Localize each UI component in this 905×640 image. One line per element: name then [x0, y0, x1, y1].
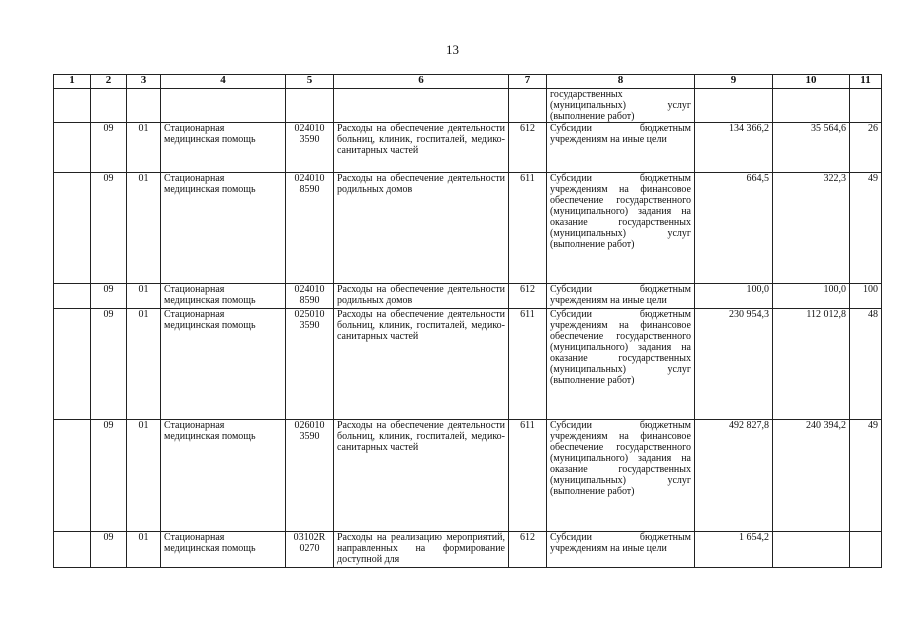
cell-col1 — [54, 89, 91, 123]
cell-expense-type: 611 — [509, 309, 547, 420]
cell-section: 09 — [91, 309, 127, 420]
cell-plan — [695, 89, 773, 123]
table-row — [54, 89, 882, 123]
cell-name: Стационарная медицинская помощь — [161, 284, 286, 309]
cell-target-name: Расходы на обеспечение деятельности родильных домов — [334, 173, 509, 284]
cell-col1 — [54, 420, 91, 532]
table-row — [54, 284, 882, 309]
column-header: 1 — [54, 75, 91, 89]
cell-target-name: Расходы на реализацию мероприятий, направленных на формирование доступной для — [334, 532, 509, 568]
cell-target-code: 026010 3590 — [286, 420, 334, 532]
cell-name: Стационарная медицинская помощь — [161, 123, 286, 173]
table-row — [54, 532, 882, 568]
cell-plan: 492 827,8 — [695, 420, 773, 532]
cell-expense-type: 612 — [509, 532, 547, 568]
cell-actual: 240 394,2 — [773, 420, 850, 532]
column-header: 7 — [509, 75, 547, 89]
cell-target-code: 024010 8590 — [286, 284, 334, 309]
cell-name: Стационарная медицинская помощь — [161, 309, 286, 420]
cell-col1 — [54, 532, 91, 568]
cell-target-name — [334, 89, 509, 123]
cell-col1 — [54, 284, 91, 309]
page-number: 13 — [446, 42, 459, 57]
cell-expense-type: 612 — [509, 123, 547, 173]
column-header: 6 — [334, 75, 509, 89]
column-header: 2 — [91, 75, 127, 89]
column-header: 8 — [547, 75, 695, 89]
cell-percent: 26 — [850, 123, 882, 173]
cell-subsection: 01 — [127, 173, 161, 284]
cell-target-name: Расходы на обеспечение деятельности больниц, клиник, госпиталей, медико-санитарных частей — [334, 420, 509, 532]
column-header: 10 — [773, 75, 850, 89]
cell-plan: 230 954,3 — [695, 309, 773, 420]
cell-plan: 100,0 — [695, 284, 773, 309]
cell-expense-name: государственных (муниципальных) услуг (выполнение работ) — [547, 89, 695, 123]
cell-percent: 48 — [850, 309, 882, 420]
cell-percent — [850, 532, 882, 568]
cell-subsection: 01 — [127, 284, 161, 309]
cell-actual: 35 564,6 — [773, 123, 850, 173]
cell-subsection: 01 — [127, 309, 161, 420]
column-header: 5 — [286, 75, 334, 89]
budget-table — [53, 74, 882, 568]
cell-expense-type — [509, 89, 547, 123]
cell-percent: 49 — [850, 173, 882, 284]
cell-expense-name: Субсидии бюджетным учреждениям на иные цели — [547, 284, 695, 309]
cell-subsection: 01 — [127, 420, 161, 532]
cell-expense-type: 612 — [509, 284, 547, 309]
cell-expense-type: 611 — [509, 420, 547, 532]
cell-percent — [850, 89, 882, 123]
cell-section: 09 — [91, 532, 127, 568]
cell-subsection — [127, 89, 161, 123]
cell-col1 — [54, 123, 91, 173]
cell-name — [161, 89, 286, 123]
cell-expense-name: Субсидии бюджетным учреждениям на финансовое обеспечение государственного (муниципального) задания на оказание государственных (муниципальных) услуг (выполнение работ) — [547, 173, 695, 284]
cell-expense-type: 611 — [509, 173, 547, 284]
cell-section: 09 — [91, 123, 127, 173]
cell-plan: 134 366,2 — [695, 123, 773, 173]
column-header: 11 — [850, 75, 882, 89]
cell-expense-name: Субсидии бюджетным учреждениям на финансовое обеспечение государственного (муниципального) задания на оказание государственных (муниципальных) услуг (выполнение работ) — [547, 420, 695, 532]
cell-name: Стационарная медицинская помощь — [161, 173, 286, 284]
table-row — [54, 309, 882, 420]
cell-section: 09 — [91, 420, 127, 532]
cell-section: 09 — [91, 173, 127, 284]
cell-target-name: Расходы на обеспечение деятельности больниц, клиник, госпиталей, медико-санитарных частей — [334, 123, 509, 173]
cell-section: 09 — [91, 284, 127, 309]
cell-target-code: 024010 3590 — [286, 123, 334, 173]
cell-plan: 664,5 — [695, 173, 773, 284]
cell-percent: 49 — [850, 420, 882, 532]
cell-col1 — [54, 309, 91, 420]
cell-actual: 100,0 — [773, 284, 850, 309]
cell-actual: 322,3 — [773, 173, 850, 284]
cell-plan: 1 654,2 — [695, 532, 773, 568]
cell-col1 — [54, 173, 91, 284]
cell-expense-name: Субсидии бюджетным учреждениям на иные цели — [547, 123, 695, 173]
cell-name: Стационарная медицинская помощь — [161, 532, 286, 568]
table-row — [54, 123, 882, 173]
column-header: 3 — [127, 75, 161, 89]
cell-subsection: 01 — [127, 532, 161, 568]
cell-actual — [773, 532, 850, 568]
cell-target-name: Расходы на обеспечение деятельности больниц, клиник, госпиталей, медико-санитарных частей — [334, 309, 509, 420]
cell-subsection: 01 — [127, 123, 161, 173]
cell-percent: 100 — [850, 284, 882, 309]
cell-target-code: 024010 8590 — [286, 173, 334, 284]
cell-actual — [773, 89, 850, 123]
cell-target-code: 03102R 0270 — [286, 532, 334, 568]
cell-target-name: Расходы на обеспечение деятельности родильных домов — [334, 284, 509, 309]
cell-section — [91, 89, 127, 123]
cell-expense-name: Субсидии бюджетным учреждениям на иные цели — [547, 532, 695, 568]
table-header-row — [54, 75, 882, 89]
cell-actual: 112 012,8 — [773, 309, 850, 420]
cell-name: Стационарная медицинская помощь — [161, 420, 286, 532]
table-row — [54, 420, 882, 532]
column-header: 9 — [695, 75, 773, 89]
table-row — [54, 173, 882, 284]
column-header: 4 — [161, 75, 286, 89]
cell-target-code: 025010 3590 — [286, 309, 334, 420]
cell-target-code — [286, 89, 334, 123]
cell-expense-name: Субсидии бюджетным учреждениям на финансовое обеспечение государственного (муниципального) задания на оказание государственных (муниципальных) услуг (выполнение работ) — [547, 309, 695, 420]
